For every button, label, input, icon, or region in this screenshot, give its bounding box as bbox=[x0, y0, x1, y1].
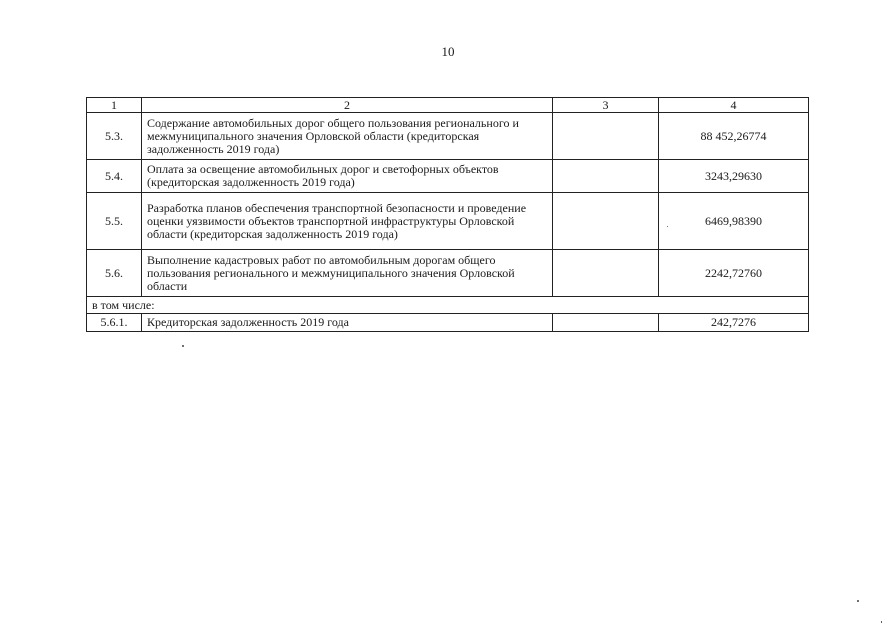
row-value: 2242,72760 bbox=[659, 250, 809, 297]
column-header: 1 bbox=[87, 98, 142, 113]
row-value: 242,7276 bbox=[659, 314, 809, 332]
row-number: 5.6.1. bbox=[87, 314, 142, 332]
row-col3 bbox=[553, 160, 659, 193]
column-header: 3 bbox=[553, 98, 659, 113]
row-description: Оплата за освещение автомобильных дорог и светофорных объектов (кредиторская задолженность 2019 года) bbox=[142, 160, 553, 193]
row-number: 5.4. bbox=[87, 160, 142, 193]
budget-table bbox=[86, 97, 809, 332]
column-header: 4 bbox=[659, 98, 809, 113]
row-col3 bbox=[553, 113, 659, 160]
row-value: 88 452,26774 bbox=[659, 113, 809, 160]
scan-speck bbox=[182, 345, 184, 347]
table-row bbox=[87, 250, 809, 297]
row-number: 5.3. bbox=[87, 113, 142, 160]
scan-speck bbox=[881, 621, 882, 623]
row-number: 5.6. bbox=[87, 250, 142, 297]
table-row bbox=[87, 314, 809, 332]
row-description: Разработка планов обеспечения транспортной безопасности и проведение оценки уязвимости объектов транспортной инфраструктуры Орловской области (кредиторская задолженность 2019 года) bbox=[142, 193, 553, 250]
row-value: 6469,98390 bbox=[659, 193, 809, 250]
scan-speck bbox=[667, 226, 668, 227]
row-value: 3243,29630 bbox=[659, 160, 809, 193]
table-header-row bbox=[87, 98, 809, 113]
row-col3 bbox=[553, 314, 659, 332]
column-header: 2 bbox=[142, 98, 553, 113]
table-row bbox=[87, 113, 809, 160]
scan-speck bbox=[857, 600, 859, 602]
table-row bbox=[87, 160, 809, 193]
page-number: 10 bbox=[441, 44, 455, 59]
row-description: Содержание автомобильных дорог общего пользования регионального и межмуниципального значения Орловской области (кредиторская задолженность 2019 года) bbox=[142, 113, 553, 160]
row-col3 bbox=[553, 193, 659, 250]
subheader-label: в том числе: bbox=[87, 297, 809, 314]
row-description: Кредиторская задолженность 2019 года bbox=[142, 314, 553, 332]
subheader-row bbox=[87, 297, 809, 314]
row-description: Выполнение кадастровых работ по автомобильным дорогам общего пользования регионального и межмуниципального значения Орловской области bbox=[142, 250, 553, 297]
row-col3 bbox=[553, 250, 659, 297]
table-row bbox=[87, 193, 809, 250]
row-number: 5.5. bbox=[87, 193, 142, 250]
